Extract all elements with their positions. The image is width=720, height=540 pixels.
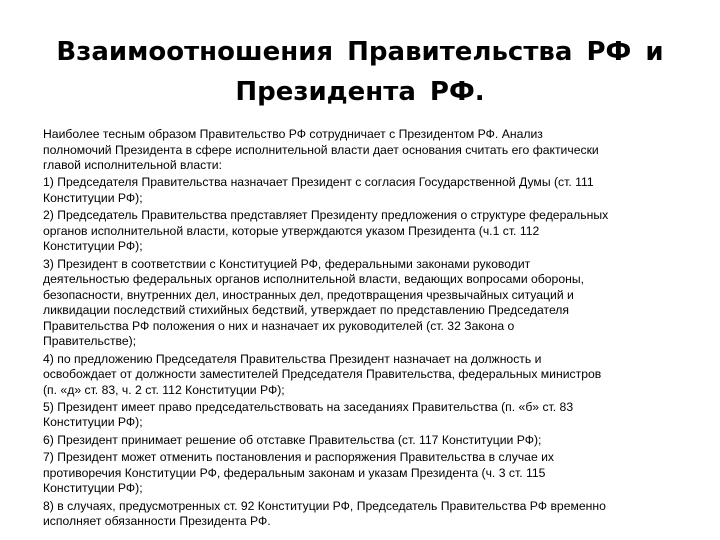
list-item-7 xyxy=(43,450,688,497)
text-line: Конституции РФ); xyxy=(43,415,143,430)
text-line: исполняет обязанности Президента РФ. xyxy=(43,514,271,529)
text-line: ликвидации последствий стихийных бедствий, утверждает по представлению Председателя xyxy=(43,303,570,318)
list-item-1 xyxy=(43,175,688,206)
text-line: Наиболее тесным образом Правительство РФ сотрудничает с Президентом РФ. Анализ xyxy=(43,127,543,141)
text-line: 8) в случаях, предусмотренных ст. 92 Конституции РФ, Председатель Правительства РФ временно xyxy=(43,498,606,513)
text-line: Правительстве); xyxy=(43,334,137,349)
slide-title-line: Взаимоотношения Правительства РФ и xyxy=(56,37,664,67)
list-item-5 xyxy=(43,400,688,431)
list-item-2 xyxy=(43,208,688,255)
list-item-4 xyxy=(43,352,688,399)
text-line: 6) Президент принимает решение об отставке Правительства (ст. 117 Конституции РФ); xyxy=(43,432,542,447)
text-line: Конституции РФ); xyxy=(43,481,143,496)
text-line: Правительства РФ положения о них и назначает их руководителей (ст. 32 Закона о xyxy=(43,318,515,333)
text-line: 1) Председателя Правительства назначает Президент с согласия Государственной Думы (ст. 111 xyxy=(43,175,594,190)
list-item-6 xyxy=(43,433,688,449)
text-line: 7) Президент может отменить постановления и распоряжения Правительства в случае их xyxy=(43,450,555,465)
text-line: Конституции РФ); xyxy=(43,190,143,205)
text-line: Конституции РФ); xyxy=(43,239,143,254)
text-line: противоречия Конституции РФ, федеральным законам и указам Президента (ч. 3 ст. 115 xyxy=(43,465,546,480)
text-line: полномочий Президента в сфере исполнительной власти дает основания считать его фактически xyxy=(43,142,599,157)
text-line: органов исполнительной власти, которые утверждаются указом Президента (ч.1 ст. 112 xyxy=(43,223,540,238)
text-line: 5) Президент имеет право председательствовать на заседаниях Правительства (п. «б» ст. 83 xyxy=(43,399,574,414)
slide-title-line: Президента РФ. xyxy=(235,77,485,107)
text-line: 2) Председатель Правительства представляет Президенту предложения о структуре федеральных xyxy=(43,208,609,223)
text-line: 4) по предложению Председателя Правительства Президент назначает на должность и xyxy=(43,351,542,366)
text-line: деятельностью федеральных органов исполнительной власти, ведающих вопросами обороны, xyxy=(43,272,584,287)
slide-body xyxy=(43,127,688,532)
paragraph-intro xyxy=(43,127,688,174)
text-line: (п. «д» ст. 83, ч. 2 ст. 112 Конституции РФ); xyxy=(43,382,285,397)
list-item-8 xyxy=(43,499,688,530)
list-item-3 xyxy=(43,257,688,350)
text-line: главой исполнительной власти: xyxy=(43,158,222,172)
text-line: 3) Президент в соответствии с Конституцией РФ, федеральными законами руководит xyxy=(43,256,531,271)
text-line: безопасности, внутренних дел, иностранных дел, предотвращения чрезвычайных ситуаций и xyxy=(43,287,574,302)
slide-title xyxy=(30,32,690,112)
text-line: освобождает от должности заместителей Председателя Правительства, федеральных министров xyxy=(43,367,602,382)
